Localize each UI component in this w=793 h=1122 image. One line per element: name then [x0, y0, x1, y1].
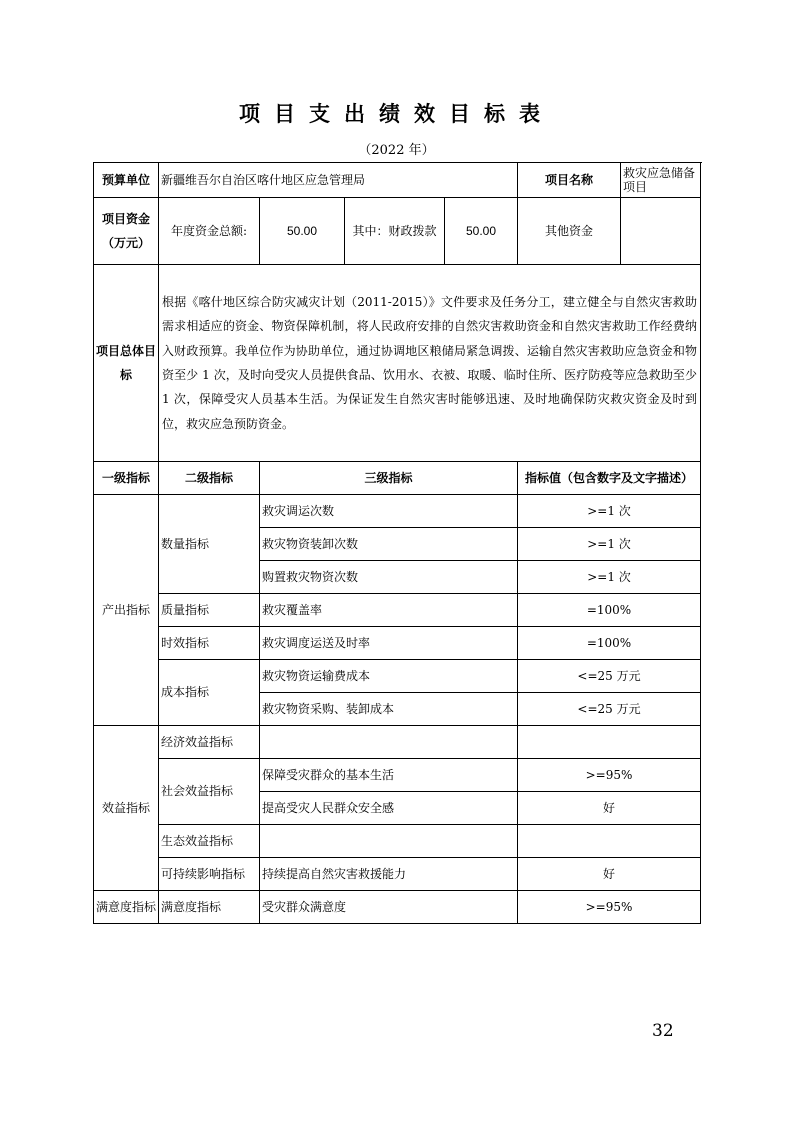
indicator-name: 救灾覆盖率 [260, 594, 518, 627]
indicator-name: 持续提高自然灾害救援能力 [260, 858, 518, 891]
project-name-value: 救灾应急储备项目 [621, 163, 701, 198]
table-row [94, 759, 701, 792]
indicator-value: >=1 次 [518, 495, 701, 528]
indicator-name: 受灾群众满意度 [260, 891, 518, 924]
indicator-name: 保障受灾群众的基本生活 [260, 759, 518, 792]
project-name-label: 项目名称 [518, 163, 621, 198]
timeliness-level2: 时效指标 [159, 627, 260, 660]
output-level1: 产出指标 [94, 495, 159, 726]
project-funds-label: 项目资金（万元） [94, 198, 159, 265]
table-row [94, 825, 701, 858]
indicator-name: 救灾物资装卸次数 [260, 528, 518, 561]
budget-unit-row [94, 163, 701, 198]
indicator-value: 好 [518, 792, 701, 825]
header-value: 指标值（包含数字及文字描述） [518, 462, 701, 495]
year-subtitle: （2022 年） [358, 143, 435, 158]
satisfaction-level1: 满意度指标 [94, 891, 159, 924]
objective-row [94, 265, 701, 462]
satisfaction-level2: 满意度指标 [159, 891, 260, 924]
budget-unit-label: 预算单位 [94, 163, 159, 198]
table-row [94, 627, 701, 660]
objective-label: 项目总体目标 [94, 265, 159, 462]
header-level2: 二级指标 [159, 462, 260, 495]
indicator-value: >=1 次 [518, 528, 701, 561]
indicator-value: =100% [518, 627, 701, 660]
indicator-header-row [94, 462, 701, 495]
social-level2: 社会效益指标 [159, 759, 260, 825]
economic-level2: 经济效益指标 [159, 726, 260, 759]
table-row [94, 660, 701, 693]
annual-funds-value: 50.00 [260, 198, 345, 265]
indicator-value: =100% [518, 594, 701, 627]
indicator-name: 救灾调运次数 [260, 495, 518, 528]
indicator-name [260, 726, 518, 759]
budget-unit-value: 新疆维吾尔自治区喀什地区应急管理局 [159, 163, 518, 198]
quantity-level2: 数量指标 [159, 495, 260, 594]
annual-funds-label: 年度资金总额: [159, 198, 260, 265]
indicator-value: 好 [518, 858, 701, 891]
indicator-value: <=25 万元 [518, 660, 701, 693]
indicator-name: 救灾调度运送及时率 [260, 627, 518, 660]
ecological-level2: 生态效益指标 [159, 825, 260, 858]
benefit-level1: 效益指标 [94, 726, 159, 891]
indicator-value: >=1 次 [518, 561, 701, 594]
header-level3: 三级指标 [260, 462, 518, 495]
performance-target-table [93, 162, 701, 924]
table-row [94, 858, 701, 891]
fiscal-funds-label: 其中：财政拨款 [345, 198, 445, 265]
indicator-value: >=95% [518, 891, 701, 924]
indicator-name: 救灾物资运输费成本 [260, 660, 518, 693]
table-row [94, 495, 701, 528]
objective-text: 根据《喀什地区综合防灾减灾计划（2011-2015）》文件要求及任务分工，建立健全与自然灾害救助需求相适应的资金、物资保障机制，将人民政府安排的自然灾害救助资金和自然灾害救助工作经费纳入财政预算。我单位作为协助单位，通过协调地区粮储局紧急调拨、运输自然灾害救助应急资金和物资至少 1 次，及时向受灾人员提供食品、饮用水、衣被、取暖、临时住所、医疗防疫等应急救助至少 1 次，保障受灾人员基本生活。为保证发生自然灾害时能够迅速、及时地确保防灾救灾资金及时到位，救灾应急预防资金。 [159, 265, 701, 462]
indicator-name [260, 825, 518, 858]
quality-level2: 质量指标 [159, 594, 260, 627]
fiscal-funds-value: 50.00 [445, 198, 518, 265]
sustainable-level2: 可持续影响指标 [159, 858, 260, 891]
indicator-name: 购置救灾物资次数 [260, 561, 518, 594]
indicator-value: <=25 万元 [518, 693, 701, 726]
indicator-value: >=95% [518, 759, 701, 792]
table-row [94, 891, 701, 924]
page-title: 项目支出绩效目标表 [239, 101, 554, 126]
cost-level2: 成本指标 [159, 660, 260, 726]
table-row [94, 726, 701, 759]
other-funds-value [621, 198, 701, 265]
indicator-value [518, 825, 701, 858]
header-level1: 一级指标 [94, 462, 159, 495]
indicator-name: 提高受灾人民群众安全感 [260, 792, 518, 825]
other-funds-label: 其他资金 [518, 198, 621, 265]
page-number: 32 [652, 1021, 674, 1041]
indicator-name: 救灾物资采购、装卸成本 [260, 693, 518, 726]
indicator-value [518, 726, 701, 759]
table-row [94, 594, 701, 627]
funds-row [94, 198, 701, 265]
